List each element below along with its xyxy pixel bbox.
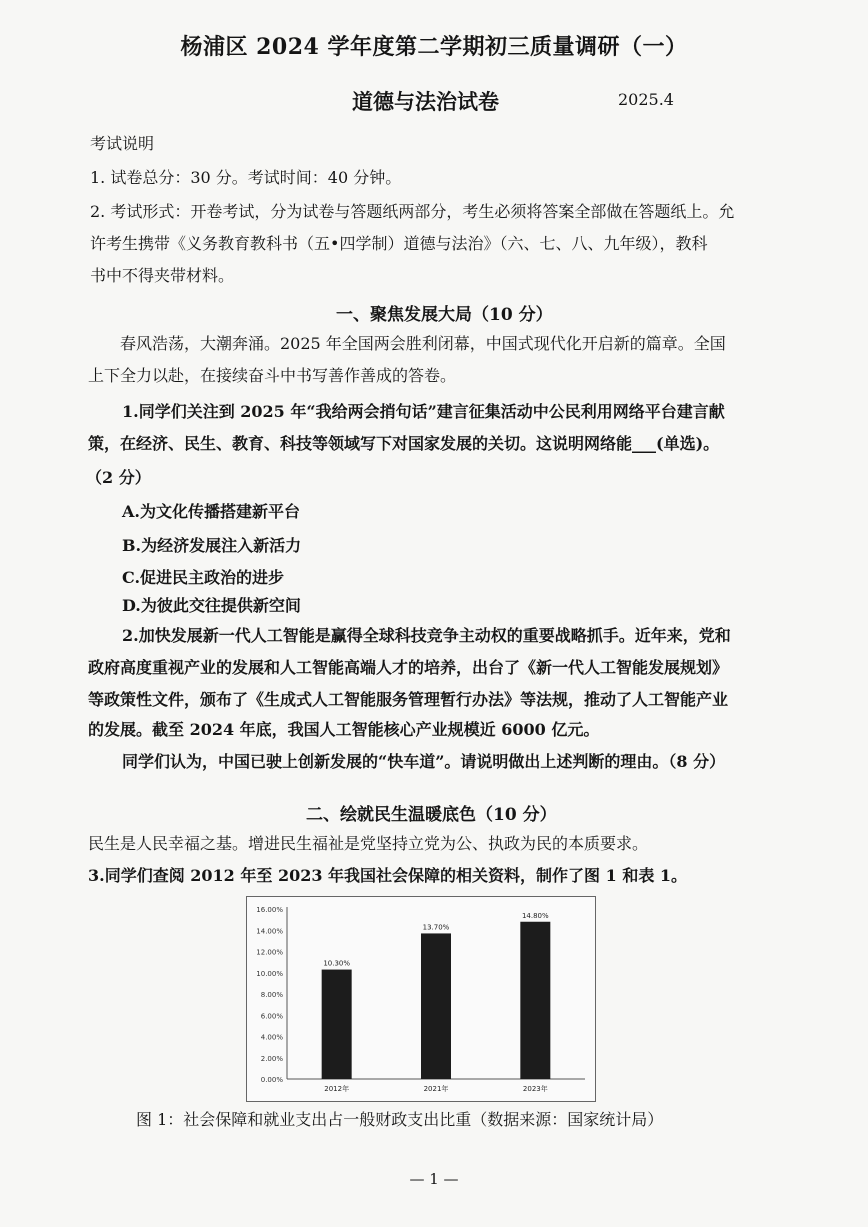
instruction-item-2-line1: 2. 考试形式：开卷考试，分为试卷与答题纸两部分，考生必须将答案全部做在答题纸上。允 (90, 202, 735, 221)
instruction-item-1: 1. 试卷总分：30 分。考试时间：40 分钟。 (90, 168, 402, 187)
y-tick-label: 2.00% (260, 1054, 283, 1063)
y-tick-label: 4.00% (260, 1033, 283, 1042)
option-c: C.促进民主政治的进步 (122, 568, 285, 587)
question1-line1: 1.同学们关注到 2025 年“我给两会捎句话”建言征集活动中公民利用网络平台建言献 (122, 402, 725, 421)
bar-chart (247, 897, 595, 1101)
x-tick-label: 2012年 (324, 1085, 350, 1093)
bar-value-label: 13.70% (422, 923, 450, 932)
section1-heading: 一、聚焦发展大局（10 分） (336, 305, 553, 325)
bar-value-label: 10.30% (323, 959, 351, 968)
section2-heading: 二、绘就民生温暖底色（10 分） (306, 805, 557, 825)
page-number: — 1 — (409, 1170, 459, 1188)
bar-value-label: 14.80% (521, 911, 549, 920)
question2-line2: 政府高度重视产业的发展和人工智能高端人才的培养，出台了《新一代人工智能发展规划》 (88, 658, 729, 677)
question1-line2 (88, 434, 719, 454)
question3-text: 3.同学们查阅 2012 年至 2023 年我国社会保障的相关资料，制作了图 1 和表 1。 (88, 866, 688, 885)
y-tick-label: 12.00% (256, 948, 283, 957)
x-tick-label: 2023年 (522, 1085, 548, 1093)
y-tick-label: 0.00% (260, 1076, 283, 1084)
instruction-item-2-line3: 书中不得夹带材料。 (90, 266, 235, 285)
y-tick-label: 6.00% (260, 1012, 283, 1021)
answer-blank: ___ (632, 434, 657, 453)
question1-stem: 策，在经济、民生、教育、科技等领域写下对国家发展的关切。这说明网络能 (88, 434, 633, 453)
x-tick-label: 2021年 (423, 1085, 449, 1093)
section1-intro-line1: 春风浩荡，大潮奔涌。2025 年全国两会胜利闭幕，中国式现代化开启新的篇章。全国 (120, 334, 726, 353)
y-tick-label: 16.00% (256, 906, 283, 914)
exam-title: 杨浦区 2024 学年度第二学期初三质量调研（一） (180, 34, 688, 60)
question2-ask: 同学们认为，中国已驶上创新发展的“快车道”。请说明做出上述判断的理由。（8 分） (122, 752, 726, 771)
exam-subtitle: 道德与法治试卷 (352, 89, 499, 114)
option-a: A.为文化传播搭建新平台 (122, 502, 300, 521)
option-b: B.为经济发展注入新活力 (122, 536, 302, 555)
question2-line1: 2.加快发展新一代人工智能是赢得全球科技竞争主动权的重要战略抓手。近年来，党和 (122, 626, 731, 645)
question1-type: (单选)。 (656, 434, 720, 453)
y-tick-label: 10.00% (256, 969, 283, 978)
question2-line3: 等政策性文件，颁布了《生成式人工智能服务管理暂行办法》等法规，推动了人工智能产业 (88, 690, 729, 709)
section2-intro: 民生是人民幸福之基。增进民生福祉是党坚持立党为公、执政为民的本质要求。 (88, 834, 649, 853)
bar (322, 970, 352, 1079)
section1-intro-line2: 上下全力以赴，在接续奋斗中书写善作善成的答卷。 (88, 366, 457, 385)
exam-date: 2025.4 (618, 90, 674, 109)
question2-line4: 的发展。截至 2024 年底，我国人工智能核心产业规模近 6000 亿元。 (88, 720, 600, 739)
option-d: D.为彼此交往提供新空间 (122, 596, 301, 615)
y-tick-label: 8.00% (260, 991, 283, 999)
question1-score: （2 分） (86, 468, 151, 487)
y-tick-label: 14.00% (256, 927, 283, 936)
instructions-heading: 考试说明 (90, 134, 155, 153)
figure1-chart (246, 896, 596, 1102)
bar (520, 922, 550, 1079)
figure1-caption: 图 1：社会保障和就业支出占一般财政支出比重（数据来源：国家统计局） (136, 1110, 664, 1129)
bar (421, 933, 451, 1079)
instruction-item-2-line2: 许考生携带《义务教育教科书（五•四学制）道德与法治》（六、七、八、九年级），教科 (90, 234, 708, 253)
